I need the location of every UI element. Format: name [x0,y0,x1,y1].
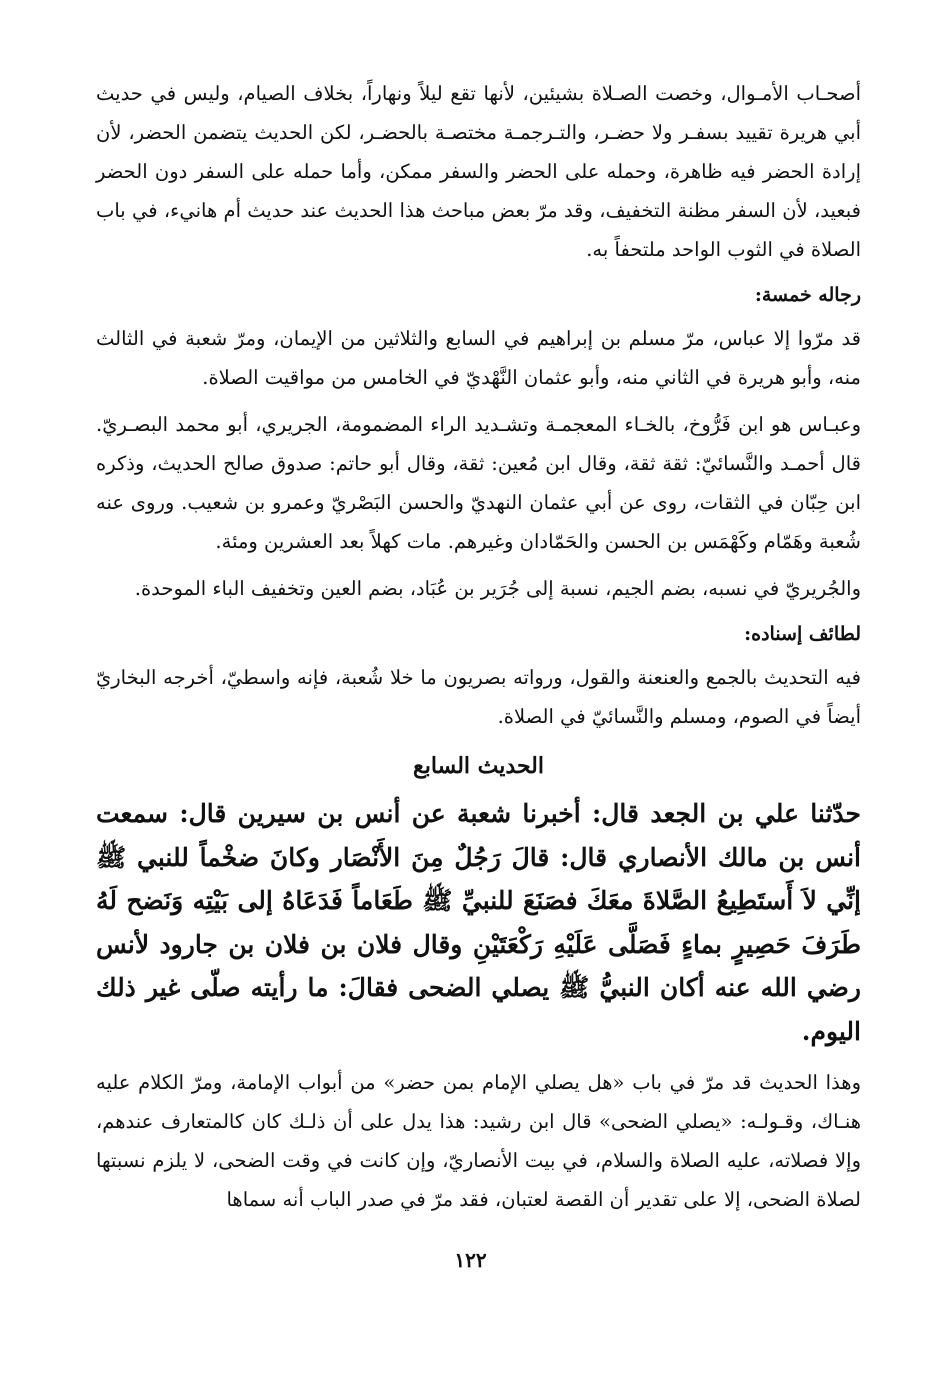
paragraph-commentary: وهذا الحديث قد مرّ في باب «هل يصلي الإمام بمن حضر» من أبواب الإمامة، ومرّ الكلام عليه هنـاك، وقـولـه: «يصلي الضحى» قال ابن رشيد: هذا يدل على أن ذلـك كان كالمتعارف عندهم، وإلا فصلاته، عليه الصلاة والسلام، في بيت الأنصاريّ، وإن كانت في وقت الضحى، لا يلزم نسبتها لصلاة الضحى، إلا على تقدير أن القصة لعتبان، فقد مرّ في صدر الباب أنه سماها [96,1071,861,1211]
paragraph-continuation: أصحـاب الأمـوال، وخصت الصـلاة بشيئين، لأنها تقع ليلاً ونهاراً، بخلاف الصيام، وليس في حديث أبي هريرة تقييد بسفـر ولا حضـر، والتـرجمـة مختصـة بالحضـر، لكن الحديث يتضمن الحضر، لأن إرادة الحضر فيه ظاهرة، وحمله على الحضر والسفر ممكن، وأما حمله على السفر دون الحضر فبعيد، لأن السفر مظنة التخفيف، وقد مرّ بعض مباحث هذا الحديث عند حديث أم هانيء، في باب الصلاة في الثوب الواحد ملتحفاً به. [96,82,861,261]
isnad-subtleties-heading: لطائف إسناده: [744,623,861,645]
paragraph-isnad: فيه التحديث بالجمع والعنعنة والقول، ورواته بصريون ما خلا شُعبة، فإنه واسطيّ، أخرجه البخاريّ أيضاً في الصوم، ومسلم والنَّسائيّ في الصلاة. [96,666,861,728]
paragraph-abbas-bio: وعبـاس هو ابن فَرُّوخ، بالخـاء المعجمـة وتشـديد الراء المضمومة، الجريري، أبو محمد البصـريّ. قال أحمـد والنَّسائيّ: ثقة ثقة، وقال ابن مُعين: ثقة، وقال أبو حاتم: صدوق صالح الحديث، وذكره ابن حِبّان في الثقات، روى عن أبي عثمان النهديّ والحسن البَصْريّ وعمرو بن شعيب. وروى عنه شُعبة وهَمّام وكَهْمَس بن الحسن والحَمّادان وغيرهم. مات كهلاً بعد العشرين ومئة. [96,413,861,553]
section-title: الحديث السابع [413,753,544,779]
hadith-text: حدّثنا علي بن الجعد قال: أخبرنا شعبة عن أنس بن سيرين قال: سمعت أنس بن مالك الأنصاري قال: قالَ رَجُلٌ مِنَ الأَنْصَار وكانَ ضخْماً للنبي ﷺ إنِّي لاَ أَستَطِيعُ الصَّلاةَ معَكَ فصَنَعَ للنبيِّ ﷺ طَعَاماً فَدَعَاهُ إلى بَيْتِه وَنَضح لَهُ طَرَفَ حَصِيرٍ بماءٍ فَصَلَّى عَلَيْهِ رَكْعَتَيْنِ وقال فلان بن فلان بن جارود لأنس رضي الله عنه أكان النبيُّ ﷺ يصلي الضحى فقالَ: ما رأيته صلّى غير ذلك اليوم. [96,799,861,1046]
narrators-heading: رجاله خمسة: [754,284,861,306]
page-number: ١٢٢ [454,1248,487,1272]
paragraph-jurayri-note: والجُريريّ في نسبه، بضم الجيم، نسبة إلى جُرَير بن عُبَاد، بضم العين وتخفيف الباء الموحدة. [134,577,861,600]
paragraph-narrators: قد مرّوا إلا عباس، مرّ مسلم بن إبراهيم في السابع والثلاثين من الإيمان، ومرّ شعبة في الثالث منه، وأبو هريرة في الثاني منه، وأبو عثمان النَّهْديّ في الخامس من مواقيت الصلاة. [96,327,861,389]
